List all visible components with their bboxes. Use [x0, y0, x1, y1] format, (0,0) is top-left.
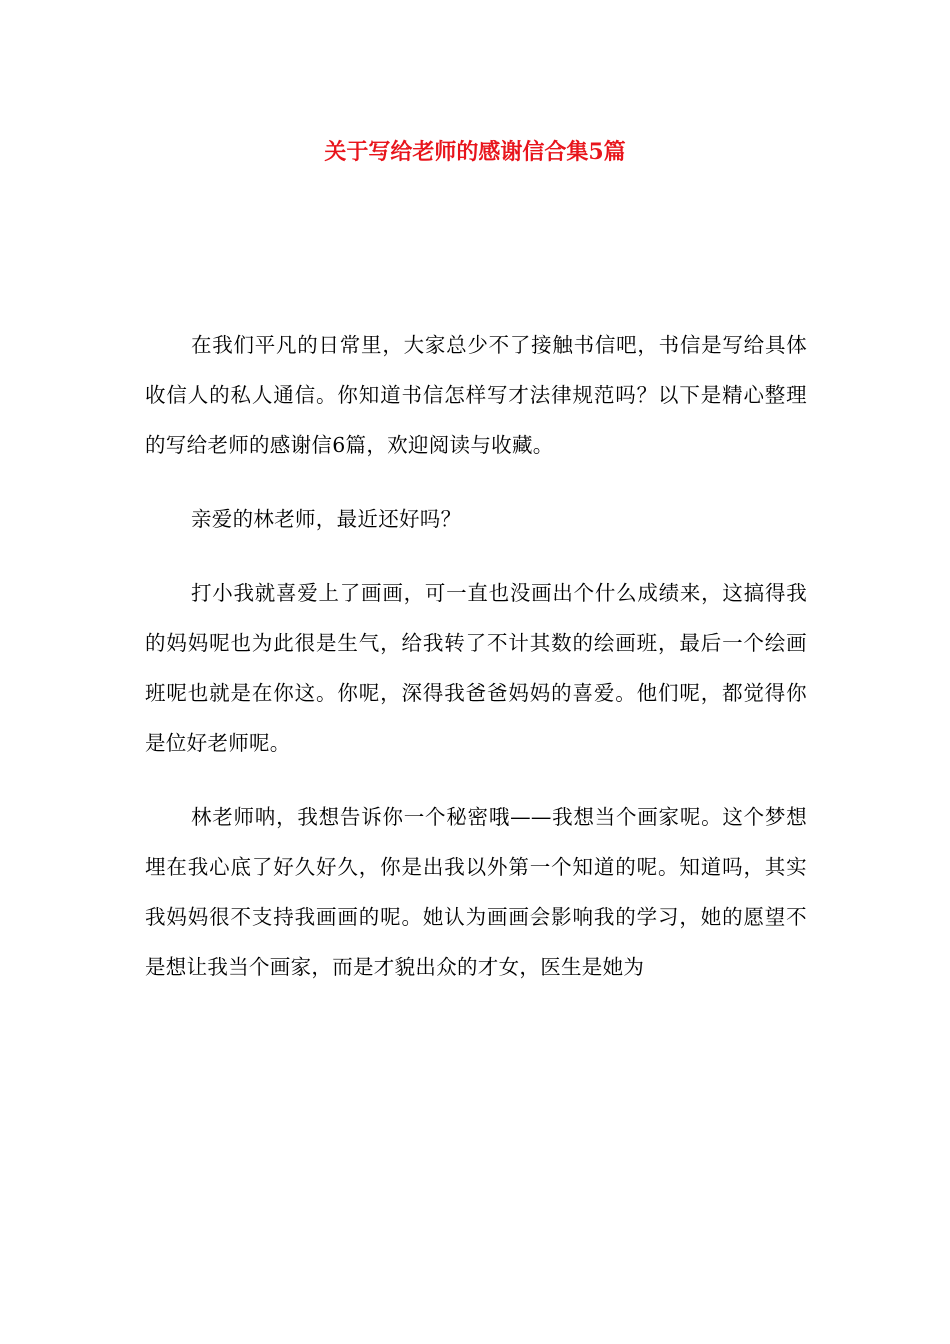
- paragraph-intro: 在我们平凡的日常里，大家总少不了接触书信吧，书信是写给具体收信人的私人通信。你知道书信怎样写才法律规范吗？以下是精心整理的写给老师的感谢信6篇，欢迎阅读与收藏。: [145, 333, 807, 457]
- document-title: 关于写给老师的感谢信合集5篇: [324, 139, 626, 165]
- document-body: [145, 320, 807, 1016]
- paragraph-story: 打小我就喜爱上了画画，可一直也没画出个什么成绩来，这搞得我的妈妈呢也为此很是生气，给我转了不计其数的绘画班，最后一个绘画班呢也就是在你这。你呢，深得我爸爸妈妈的喜爱。他们呢，都觉得你是位好老师呢。: [145, 581, 807, 755]
- paragraph-secret: 林老师呐，我想告诉你一个秘密哦——我想当个画家呢。这个梦想埋在我心底了好久好久，你是出我以外第一个知道的呢。知道吗，其实我妈妈很不支持我画画的呢。她认为画画会影响我的学习，她的愿望不是想让我当个画家，而是才貌出众的才女，医生是她为: [145, 805, 807, 979]
- paragraph-greeting: 亲爱的林老师，最近还好吗？: [191, 507, 462, 531]
